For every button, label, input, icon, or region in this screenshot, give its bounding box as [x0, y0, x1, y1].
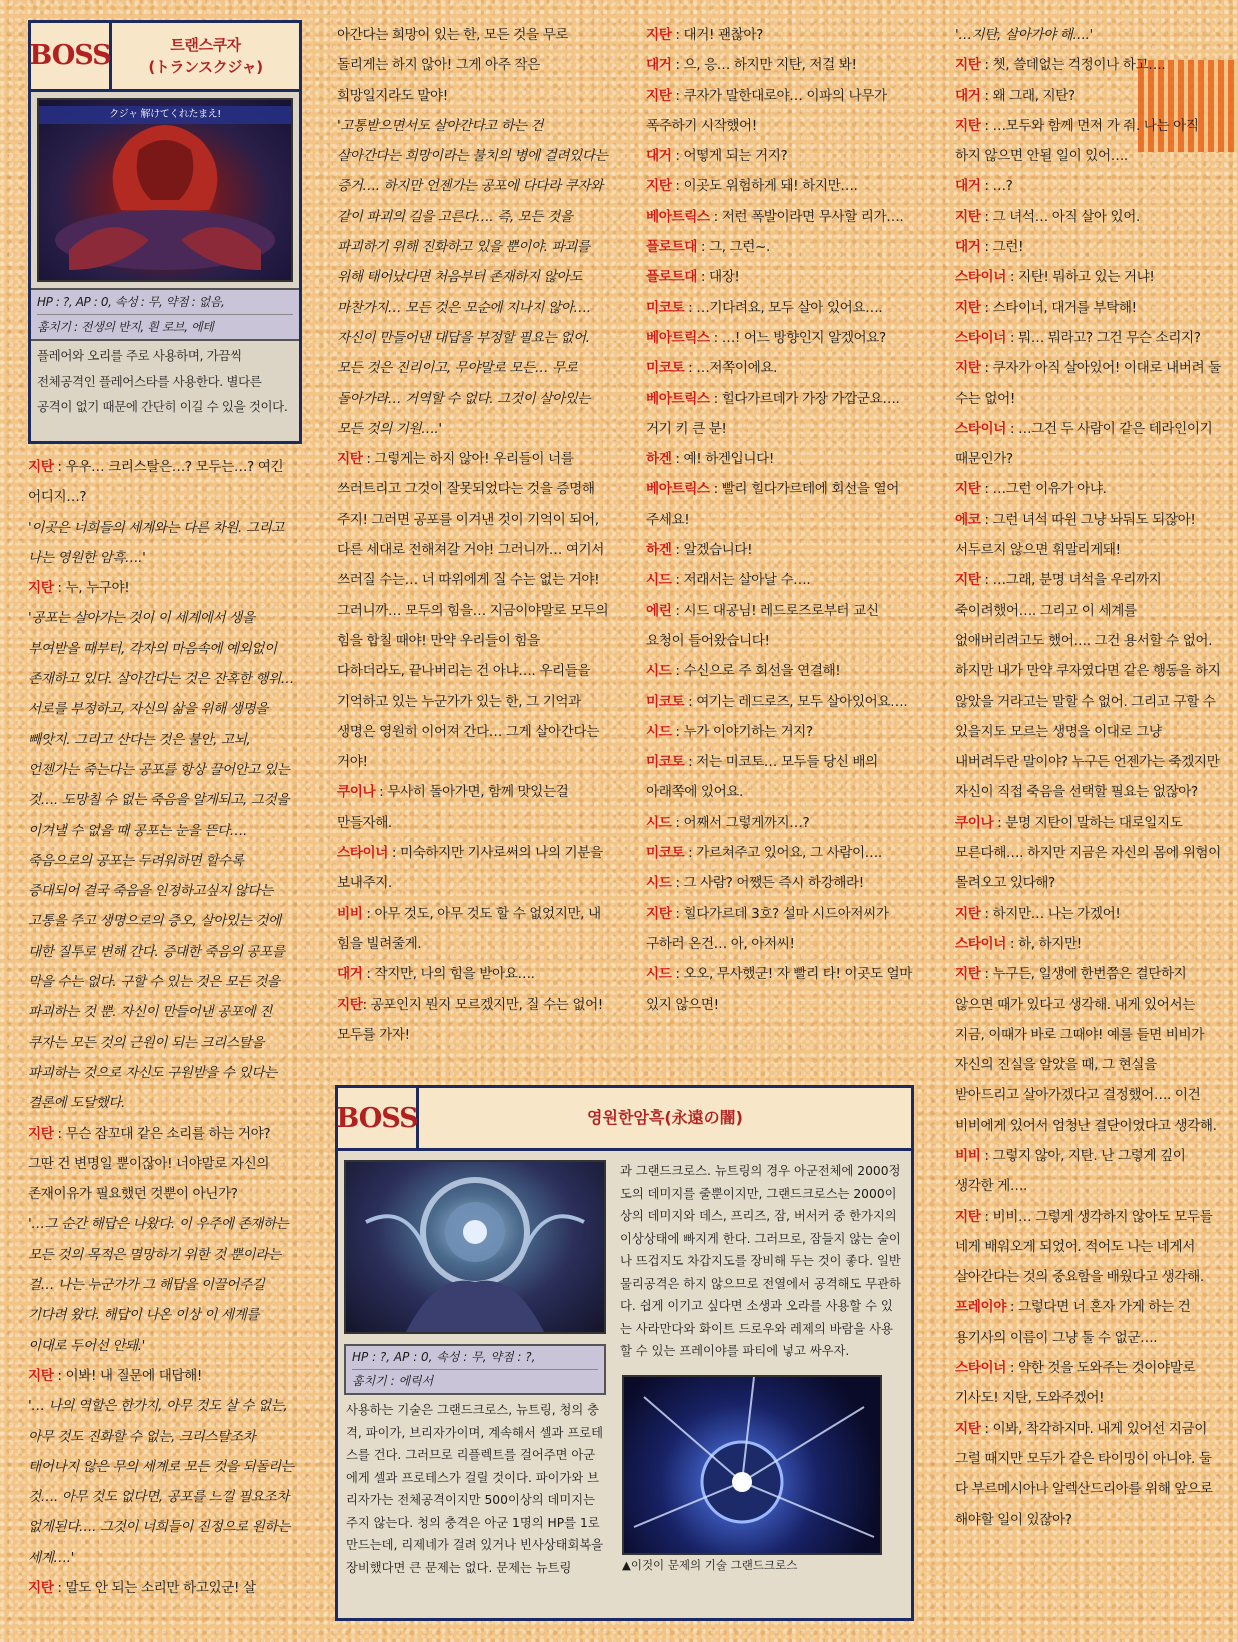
dialogue-text: : 수신으로 주 회선을 연결해! [671, 663, 841, 680]
dialogue-line [28, 1573, 296, 1603]
dialogue-line [955, 111, 1221, 172]
dialogue-line [955, 565, 1221, 807]
dialogue-text: : 누가 이야기하는 거지? [671, 723, 813, 740]
dialogue-line [646, 232, 912, 262]
speaker-name: 지탄 [28, 580, 54, 597]
dialogue-line [646, 687, 912, 717]
speaker-name: 스타이너 [955, 329, 1006, 346]
dialogue-text: : 이봐, 착각하지마. 내게 있어선 지금이 그럴 때지만 모두가 같은 타이밍이 아니야. 둘 다 부르메시아나 알렉산드리아를 위해 앞으로 해야할 일이 있잖아? [955, 1420, 1213, 1528]
dialogue-text: : 저는 미코토… 모두들 당신 배의 아래쪽에 있어요. [646, 754, 878, 801]
dialogue-text: : …모두와 함께 먼저 가 줘. 나는 아직 하지 않으면 안될 일이 있어…. [955, 117, 1199, 165]
speaker-name: 스타이너 [955, 1360, 1006, 1377]
dialogue-text: : …저쪽이에요. [684, 360, 777, 377]
dialogue-text: : 그렇게는 하지 않아! 우리들이 너를 쓰러트리고 그것이 잘못되었다는 것을 증명해 주지! 그러면 공포를 이겨낸 것이 기억이 되어, 다른 세대로 전해져갈 거야! 그러니까… 여기서 쓰러질 수는… 너 따위에게 질 수는 없는 거야! 그러니까… 모두의 힘을… 지금이야말로 모두의 힘을 합칠 때야! 만약 우리들이 힘을 다하더라도, 끝나버리는 건 아냐…. 우리들을 기억하고 있는 누군가가 있는 한, 그 기억과 생명은 영원히 이어져 간다… 그게 살아간다는 거야! [337, 451, 609, 771]
speaker-name: 플로트대 [646, 269, 697, 286]
dialogue-text: : 가르쳐주고 있어요, 그 사람이…. [684, 845, 882, 862]
column-4 [955, 20, 1221, 1535]
narration-text: '…그 순간 해답은 나왔다. 이 우주에 존재하는 모든 것의 목적은 멸망하기 위한 것 뿐이라는 걸… 나는 누군가가 그 해답을 이끌어주길 기다려 왔다. 해답이 나온 이상 이 세계를 이대로 두어선 안돼.' [28, 1216, 289, 1354]
dialogue-line [646, 717, 912, 747]
dialogue-line [646, 959, 912, 1020]
dialogue-line [955, 899, 1221, 929]
boss-description-right: 과 그랜드크로스. 뉴트링의 경우 아군전체에 2000정도의 데미지를 줄뿐이지만, 그랜드크로스는 2000이상의 데미지와 데스, 프리즈, 잠, 버서커 중 한가지의 이상상태에 빠지게 한다. 그러므로, 잠들지 않는 술이나 뜨겁지도 차갑지도를 장비해 두는 것이 좋다. 일반물리공격은 하지 않으므로 전열에서 공격해도 무관하다. 쉽게 이기고 싶다면 소생과 오라를 사용할 수 있는 사라만다와 화이트 드로우와 레제의 바람을 사용할 수 있는 프레이야를 파티에 넣고 싸우자. [620, 1164, 901, 1358]
speaker-name: 지탄 [28, 1579, 54, 1596]
dialogue-line [955, 959, 1221, 1141]
grandcross-caption: ▲이것이 문제의 기술 그랜드크로스 [622, 1557, 798, 1572]
boss-description: 플레어와 오리를 주로 사용하며, 가끔씩 전체공격인 플레어스타를 사용한다. 별다른 공격이 없기 때문에 간단히 이길 수 있을 것이다. [37, 348, 288, 414]
dialogue-line [646, 656, 912, 686]
speaker-name: 지탄 [646, 27, 672, 43]
speaker-name: 지탄 [337, 996, 363, 1013]
dialogue-line [955, 808, 1221, 899]
dialogue-text: : 비비… 그렇게 생각하지 않아도 모두들 네게 배워오게 되었어. 적어도 나는 네게서 살아간다는 것의 중요함을 배웠다고 생각해. [955, 1208, 1213, 1286]
dialogue-text: : 아무 것도, 아무 것도 할 수 없었지만, 내 힘을 빌려줄게. [337, 905, 601, 952]
dialogue-text: : …그래, 분명 녀석을 우리까지 죽이려했어…. 그리고 이 세계를 없애버리려고도 했어…. 그건 용서할 수 없어. 하지만 내가 만약 쿠자였다면 같은 행동을 하지 않았을 거라고는 말할 수 없어. 그리고 구할 수 있을지도 모르는 생명을 이대로 그냥 내버려두란 말이야? 누구든 언젠가는 죽겠지만 자신이 직접 죽음을 선택할 필요는 없잖아? [955, 572, 1221, 801]
column-3 [646, 20, 912, 1020]
boss-name: 영원한암흑(永遠の闇) [419, 1088, 911, 1148]
dialogue-line [955, 1141, 1221, 1202]
boss-card-transkuja [28, 20, 302, 444]
dialogue-line [646, 899, 912, 960]
dialogue-line [955, 1414, 1221, 1535]
speaker-name: 지탄 [955, 57, 981, 74]
speaker-name: 지탄 [955, 905, 981, 922]
speaker-name: 플로트대 [646, 239, 697, 256]
speaker-name: 시드 [646, 723, 672, 740]
speaker-name: 지탄 [955, 481, 981, 498]
dialogue-line [955, 414, 1221, 475]
dialogue-text: : 쿠자가 아직 살아있어! 이대로 내버려 둘 수는 없어! [955, 360, 1221, 407]
speaker-name: 스타이너 [955, 935, 1006, 952]
dialogue-line [337, 20, 609, 111]
dialogue-text: : …그건 두 사람이 같은 테라인이기 때문인가? [955, 420, 1213, 468]
dialogue-text: : …? [980, 178, 1013, 195]
dialogue-text: : 미숙하지만 기사로써의 나의 기분을 보내주지. [337, 845, 603, 892]
dialogue-line [337, 444, 609, 777]
dialogue-line [646, 171, 912, 201]
speaker-name: 미코토 [646, 299, 685, 316]
speaker-name: 시드 [646, 966, 672, 983]
dialogue-text: : 그렇지 않아, 지탄. 난 그렇게 깊이 생각한 게…. [955, 1147, 1186, 1195]
boss-card-right [620, 1160, 902, 1575]
dialogue-text: : 어째서 그렇게까지…? [671, 814, 810, 831]
dialogue-text: : 그 사람? 어쨌든 즉시 하강해라! [671, 875, 864, 892]
dialogue-line [955, 262, 1221, 292]
dialogue-text: : 대장! [696, 269, 740, 286]
dialogue-line [28, 1119, 296, 1210]
narration-text: '고통받으면서도 살아간다고 하는 건 살아간다는 희망이라는 불치의 병에 걸려있다는 증거…. 하지만 언젠가는 공포에 다다라 쿠자와 같이 파괴의 길을 고른다…. 즉, 모든 것을 파괴하기 위해 진화하고 있을 뿐이야. 파괴를 위해 태어났다면 처음부터 존재하지 않아도 마찬가지… 모든 것은 모순에 지나지 않아…. 자신이 만들어낸 대답을 부정할 필요는 없어. 모든 것은 진리이고, 무야말로 모든… 무로 돌아가라… 거역할 수 없다. 그것이 살아있는 모든 것의 기원….' [337, 117, 608, 437]
dialogue-line [955, 20, 1221, 50]
dialogue-text: : 우우… 크리스탈은…? 모두는…? 여긴 어디지…? [28, 459, 284, 506]
boss-label: BOSS [31, 23, 112, 89]
dialogue-text: : 시드 대공님! 레드로즈로부터 교신 요청이 들어왔습니다! [646, 602, 879, 649]
speaker-name: 대거 [955, 87, 981, 104]
speaker-name: 대거 [955, 239, 981, 256]
speaker-name: 지탄 [28, 1125, 54, 1142]
speaker-name: 지탄 [955, 208, 981, 225]
dialogue-line [955, 323, 1221, 353]
column-2 [337, 20, 609, 1050]
dialogue-line [955, 202, 1221, 232]
boss-figure-illustration [39, 100, 291, 280]
boss-card-eternal-darkness [335, 1085, 914, 1621]
dialogue-line [955, 293, 1221, 323]
speaker-name: 프레이야 [955, 1299, 1006, 1316]
speaker-name: 쿠이나 [955, 814, 994, 831]
dialogue-text: : …기다려요, 모두 살아 있어요…. [684, 299, 883, 316]
speaker-name: 베아트릭스 [646, 481, 710, 498]
boss-card-left [344, 1160, 606, 1583]
dialogue-text: : 쿠자가 말한대로야… 이파의 나무가 폭주하기 시작했어! [646, 87, 887, 134]
dialogue-line [646, 384, 912, 445]
dialogue-line [646, 747, 912, 808]
speaker-name: 지탄 [646, 905, 672, 922]
dialogue-text: : 공포인지 뭔지 모르겠지만, 질 수는 없어! 모두를 가자! [337, 996, 603, 1043]
speaker-name: 지탄 [337, 451, 363, 468]
dialogue-text: : 빨리 힐다가르테에 회선을 열어 주세요! [646, 481, 899, 528]
dialogue-line [337, 899, 609, 960]
speaker-name: 지탄 [955, 299, 981, 316]
speaker-name: 미코토 [646, 693, 685, 710]
dialogue-text: : 오오, 무사했군! 자 빨리 타! 이곳도 얼마 있지 않으면! [646, 966, 913, 1013]
speaker-name: 지탄 [646, 178, 672, 195]
dialogue-line [955, 232, 1221, 262]
dialogue-line [28, 603, 296, 1118]
column-1-dialogue [28, 452, 296, 1603]
narration-text: '이곳은 너희들의 세계와는 다른 차원. 그리고 나는 영원한 암흑….' [28, 519, 285, 566]
dialogue-text: : 누, 누구야! [53, 580, 130, 597]
dialogue-text: : 어떻게 되는 거지? [671, 148, 788, 165]
dialogue-line [646, 565, 912, 595]
dialogue-text: : 이봐! 내 질문에 대답해! [53, 1367, 202, 1384]
boss-card-header [338, 1088, 911, 1151]
dialogue-text: : 무사히 돌아가면, 함께 맛있는걸 만들자해. [337, 784, 569, 831]
dialogue-text: : 힐다가르데 3호? 설마 시드아저씨가 구하러 온건… 아, 아저씨! [646, 905, 889, 952]
dialogue-text: : 쳇, 쓸데없는 걱정이나 하고…. [980, 57, 1166, 74]
dialogue-text: : 분명 지탄이 말하는 대로일지도 모른다해…. 하지만 지금은 자신의 몸에 위험이 몰려오고 있다해? [955, 814, 1221, 892]
speaker-name: 미코토 [646, 360, 685, 377]
dialogue-line [646, 474, 912, 535]
dialogue-text: : 말도 안 되는 소리만 하고있군! 살 [53, 1579, 256, 1596]
boss-steal-line: 훔치기 : 에릭서 [352, 1374, 434, 1388]
dialogue-text: : 힐다가르데가 가장 가깝군요…. 거기 키 큰 분! [646, 390, 900, 437]
column-4-dialogue [955, 20, 1221, 1535]
dialogue-line [646, 81, 912, 142]
boss-figure-illustration [346, 1162, 604, 1332]
dialogue-line [646, 444, 912, 474]
speaker-name: 하겐 [646, 451, 672, 468]
speaker-name: 대거 [646, 57, 672, 74]
dialogue-line [955, 1353, 1221, 1414]
narration-text: '공포는 살아가는 것이 이 세계에서 생을 부여받을 때부터, 각자의 마음속에 예외없이 존재하고 있다. 살아간다는 것은 잔혹한 행위… 서로를 부정하고, 자신의 삶을 위해 생명을 빼앗지. 그리고 산다는 것은 불안, 고뇌, 언젠가는 죽는다는 공포를 항상 끌어안고 있는 것…. 도망칠 수 없는 죽음을 알게되고, 그것을 이겨낼 수 없을 때 공포는 눈을 뜬다…. 죽음으로의 공포는 두려워하면 할수록 증대되어 결국 죽음을 인정하고싶지 않다는 고통을 주고 생명으로의 증오, 살아있는 것에 대한 질투로 변해 간다. 증대한 죽음의 공포를 막을 수는 없다. 구할 수 있는 것은 모든 것을 파괴하는 것 뿐. 자신이 만들어낸 공포에 진 쿠자는 모든 것의 근원이 되는 크리스탈을 파괴하는 것으로 자신도 구원받을 수 있다는 결론에 도달했다. [28, 610, 294, 1112]
speaker-name: 쿠이나 [337, 784, 376, 801]
dialogue-line [646, 202, 912, 232]
dialogue-line [646, 838, 912, 868]
grandcross-illustration [624, 1377, 880, 1553]
dialogue-text: : 저래서는 살아날 수…. [671, 572, 811, 589]
dialogue-text: : 저런 폭발이라면 무사할 리가…. [709, 208, 904, 225]
column-1 [28, 20, 296, 1603]
dialogue-line [337, 111, 609, 444]
dialogue-text: : 지탄! 뭐하고 있는 거냐! [1005, 269, 1155, 286]
dialogue-line [28, 513, 296, 574]
speaker-name: 시드 [646, 663, 672, 680]
dialogue-text: 아간다는 희망이 있는 한, 모든 것을 무로 돌리게는 하지 않아! 그게 아주 작은 희망일지라도 말야! [337, 27, 569, 104]
dialogue-line [337, 777, 609, 838]
dialogue-text: : 스타이너, 대거를 부탁해! [980, 299, 1137, 316]
speaker-name: 시드 [646, 875, 672, 892]
speaker-name: 에코 [955, 511, 981, 528]
dialogue-text: : 그런 녀석 따윈 그냥 놔둬도 되잖아! 서두르지 않으면 휘말리게돼! [955, 511, 1196, 559]
speaker-name: 지탄 [646, 87, 672, 104]
speaker-name: 베아트릭스 [646, 390, 710, 407]
boss-description-left: 사용하는 기술은 그랜드크로스, 뉴트링, 청의 충격, 파이가, 브리자가이며, 계속해서 셀과 프로테스를 건다. 그러므로 리플렉트를 걸어주면 아군에게 셀과 프로테스가 걸릴 것이다. 파이가와 브리자가는 전체공격이지만 500이상의 데미지는 주지 않는다. 청의 충격은 아군 1명의 HP를 1로 만드는데, 리제네가 걸려 있거나 빈사상태회복을 장비했다면 큰 문제는 없다. 문제는 뉴트링 [346, 1403, 604, 1575]
narration-text: '…지탄, 살아가야 해….' [955, 27, 1093, 43]
dialogue-line [646, 293, 912, 323]
speaker-name: 미코토 [646, 754, 685, 771]
dialogue-line [337, 959, 609, 989]
dialogue-line [28, 452, 296, 513]
dialogue-line [646, 323, 912, 353]
narration-text: '… 나의 역할은 한가지, 아무 것도 살 수 없는, 아무 것도 진화할 수 없는, 크리스탈조차 태어나지 않은 무의 세계로 모든 것을 되돌리는 것…. 아무 것도 없다면, 공포를 느낄 필요조차 없게된다…. 그것이 너희들이 진정으로 원하는 세계….' [28, 1398, 294, 1566]
dialogue-line [28, 1361, 296, 1391]
dialogue-line [955, 474, 1221, 504]
boss-steal-line: 훔치기 : 전생의 반지, 흰 로브, 에테 [37, 320, 214, 334]
speaker-name: 지탄 [955, 966, 981, 983]
speaker-name: 베아트릭스 [646, 208, 710, 225]
dialogue-line [646, 141, 912, 171]
dialogue-text: : 하지만… 나는 가겠어! [980, 905, 1121, 922]
dialogue-line [646, 262, 912, 292]
speaker-name: 시드 [646, 572, 672, 589]
dialogue-line [337, 990, 609, 1051]
speaker-name: 하겐 [646, 542, 672, 559]
boss-name-korean: 트랜스쿠자 [170, 36, 241, 54]
speaker-name: 스타이너 [955, 269, 1006, 286]
column-2-dialogue [337, 20, 609, 1050]
dialogue-line [28, 573, 296, 603]
speaker-name: 대거 [337, 966, 363, 983]
dialogue-line [646, 596, 912, 657]
dialogue-line [955, 353, 1221, 414]
dialogue-text: : 누구든, 일생에 한번쯤은 결단하지 않으면 때가 있다고 생각해. 내게 있어서는 지금, 이때가 바로 그때야! 예를 들면 비비가 자신의 진실을 알았을 때, 그 현실을 받아드리고 살아가겠다고 결정했어…. 이건 비비에게 있어서 엄청난 결단이었다고 생각해. [955, 966, 1217, 1134]
dialogue-text: : 알겠습니다! [671, 542, 753, 559]
dialogue-text: : 뭐… 뭐라고? 그건 무슨 소리지? [1005, 329, 1201, 346]
boss-screenshot [344, 1160, 606, 1334]
dialogue-line [646, 353, 912, 383]
dialogue-line [955, 171, 1221, 201]
dialogue-text: : 작지만, 나의 힘을 받아요…. [362, 966, 535, 983]
speaker-name: 미코토 [646, 845, 685, 862]
dialogue-line [955, 1202, 1221, 1293]
dialogue-text: : 하, 하지만! [1005, 935, 1082, 952]
dialogue-text: : 이곳도 위험하게 돼! 하지만…. [671, 178, 858, 195]
dialogue-text: : 예! 하겐입니다! [671, 451, 774, 468]
dialogue-text: : 그런! [980, 239, 1024, 256]
grandcross-screenshot [622, 1375, 882, 1555]
column-3-dialogue [646, 20, 912, 1020]
speaker-name: 대거 [646, 148, 672, 165]
dialogue-line [646, 868, 912, 898]
dialogue-line [28, 1391, 296, 1573]
dialogue-text: : 왜 그래, 지탄? [980, 87, 1075, 104]
dialogue-text: : …! 어느 방향인지 알겠어요? [709, 329, 886, 346]
speaker-name: 지탄 [28, 459, 54, 475]
dialogue-text: : 그렇다면 너 혼자 가게 하는 건 용기사의 이름이 그냥 둘 수 없군…. [955, 1299, 1191, 1346]
speaker-name: 지탄 [955, 1420, 981, 1437]
boss-name-japanese: (トランスクジャ) [148, 58, 263, 76]
dialogue-line [646, 535, 912, 565]
dialogue-text: : 으, 응… 하지만 지탄, 저걸 봐! [671, 57, 857, 74]
speaker-name: 베아트릭스 [646, 329, 710, 346]
speaker-name: 지탄 [955, 360, 981, 377]
boss-stats [344, 1344, 606, 1395]
speaker-name: 대거 [955, 178, 981, 195]
dialogue-line [955, 50, 1221, 80]
boss-card-header [31, 23, 299, 92]
boss-stats-line: HP : ?, AP : 0, 속성 : 무, 약점 : ?, [352, 1346, 598, 1370]
dialogue-line [955, 929, 1221, 959]
dialogue-line [28, 1209, 296, 1360]
boss-stats [31, 288, 299, 341]
dialogue-text: : 여기는 레드로즈, 모두 살아있어요…. [684, 693, 908, 710]
dialogue-line [646, 808, 912, 838]
dialogue-text: : 무슨 잠꼬대 같은 소리를 하는 거야? 그딴 건 변명일 뿐이잖아! 너야말로 자신의 존재이유가 필요했던 것뿐이 아닌가? [28, 1125, 271, 1203]
dialogue-line [646, 50, 912, 80]
dialogue-text: : 그, 그런~. [696, 239, 770, 256]
boss-stats-line: HP : ?, AP : 0, 속성 : 무, 약점 : 없음, [37, 290, 293, 315]
boss-screenshot [37, 98, 293, 282]
dialogue-line [955, 1292, 1221, 1353]
speaker-name: 지탄 [955, 117, 981, 134]
dialogue-line [955, 505, 1221, 566]
speaker-name: 비비 [337, 905, 363, 922]
speaker-name: 지탄 [955, 1208, 981, 1225]
speaker-name: 지탄 [28, 1367, 54, 1384]
speaker-name: 스타이너 [337, 845, 388, 862]
speaker-name: 스타이너 [955, 420, 1006, 437]
dialogue-text: : 대거! 괜찮아? [671, 27, 763, 43]
speaker-name: 지탄 [955, 572, 981, 589]
speaker-name: 비비 [955, 1147, 981, 1164]
dialogue-line [646, 20, 912, 50]
dialogue-text: : …그런 이유가 아냐. [980, 481, 1107, 498]
dialogue-line [337, 838, 609, 899]
boss-label: BOSS [338, 1088, 419, 1148]
speaker-name: 시드 [646, 814, 672, 831]
dialogue-text: : 그 녀석… 아직 살아 있어. [980, 208, 1140, 225]
boss-name [112, 23, 299, 89]
screen-caption-bar: クジャ 解けてくれたまえ! [39, 106, 291, 124]
dialogue-text: : 약한 것을 도와주는 것이야말로 기사도! 지탄, 도와주겠어! [955, 1360, 1196, 1407]
speaker-name: 에린 [646, 602, 672, 619]
dialogue-line [955, 81, 1221, 111]
